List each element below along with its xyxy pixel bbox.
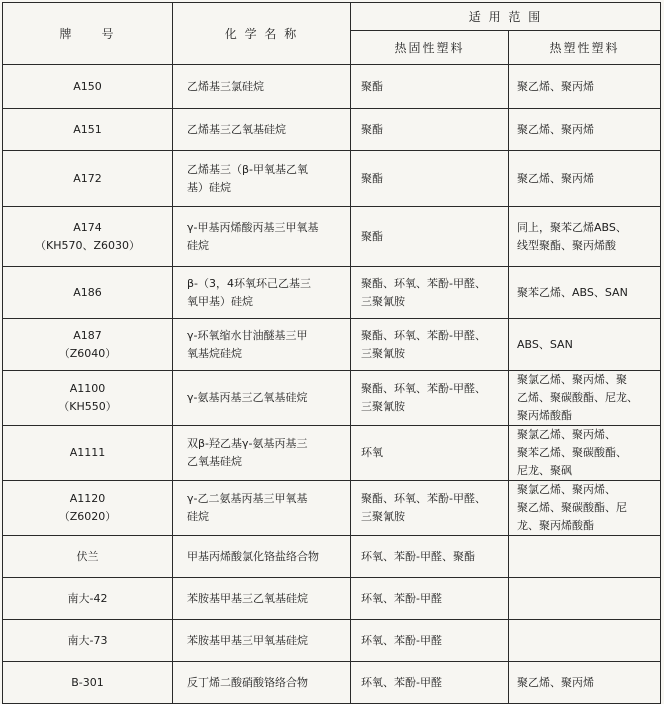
cell-text: A172 xyxy=(73,171,102,185)
table-row xyxy=(3,536,661,578)
thermoset-cell xyxy=(351,371,509,426)
grade-cell xyxy=(3,620,173,662)
thermoset-cell xyxy=(351,65,509,109)
cell-text: 三聚氰胺 xyxy=(361,294,405,308)
thermoset-cell xyxy=(351,151,509,207)
header-thermoplastic: 热塑性塑料 xyxy=(509,31,661,65)
thermoset-cell xyxy=(351,536,509,578)
cell-text: 聚酯、环氧、苯酚-甲醛、 xyxy=(361,328,486,342)
chemical-name-cell xyxy=(173,267,351,319)
cell-text: （KH550） xyxy=(58,400,117,413)
cell-text: 苯胺基甲基三甲氧基硅烷 xyxy=(187,633,308,647)
table-row xyxy=(3,109,661,151)
chemical-name-cell xyxy=(173,426,351,481)
cell-text: （Z6040） xyxy=(58,346,117,360)
cell-text: 乙烯基三乙氧基硅烷 xyxy=(187,122,286,136)
cell-text: 线型聚酯、聚丙烯酸 xyxy=(517,238,616,252)
chemical-name-cell xyxy=(173,662,351,704)
cell-text: 聚乙烯、聚丙烯 xyxy=(517,171,594,185)
grade-cell xyxy=(3,426,173,481)
thermoset-cell xyxy=(351,319,509,371)
grade-cell xyxy=(3,662,173,704)
cell-text: 硅烷 xyxy=(187,238,209,252)
cell-text: 环氧、苯酚-甲醛 xyxy=(361,675,442,689)
chemical-name-cell xyxy=(173,65,351,109)
grade-cell xyxy=(3,319,173,371)
cell-text: 聚氯乙烯、聚丙烯、聚 xyxy=(517,373,627,386)
table-row xyxy=(3,319,661,371)
table-row xyxy=(3,267,661,319)
chemical-name-cell xyxy=(173,578,351,620)
cell-text: 同上，聚苯乙烯ABS、 xyxy=(517,220,627,234)
table-row xyxy=(3,578,661,620)
cell-text: β-（3，4环氧环己乙基三 xyxy=(187,276,311,290)
table-row xyxy=(3,65,661,109)
chemical-name-cell xyxy=(173,371,351,426)
grade-cell xyxy=(3,109,173,151)
cell-text: 反丁烯二酸硝酸铬络合物 xyxy=(187,675,308,689)
cell-text: 乙烯基三（β-甲氧基乙氧 xyxy=(187,162,308,176)
thermoplastic-cell xyxy=(509,662,661,704)
thermoplastic-cell xyxy=(509,371,661,426)
table-row xyxy=(3,207,661,267)
cell-text: 聚苯乙烯、ABS、SAN xyxy=(517,285,628,299)
thermoset-cell xyxy=(351,662,509,704)
grade-cell xyxy=(3,481,173,536)
cell-text: 聚酯 xyxy=(361,79,383,93)
cell-text: 尼龙、聚砜 xyxy=(517,464,572,477)
cell-text: 聚氯乙烯、聚丙烯、 xyxy=(517,483,616,496)
thermoplastic-cell xyxy=(509,536,661,578)
cell-text: （Z6020） xyxy=(58,510,117,523)
cell-text: 环氧 xyxy=(361,446,383,459)
cell-text: A151 xyxy=(73,122,102,136)
cell-text: 聚乙烯、聚碳酸酯、尼 xyxy=(517,501,627,514)
cell-text: 环氧、苯酚-甲醛 xyxy=(361,633,442,647)
grade-cell xyxy=(3,371,173,426)
grade-cell xyxy=(3,65,173,109)
grade-cell xyxy=(3,207,173,267)
thermoset-cell xyxy=(351,207,509,267)
cell-text: 聚酯 xyxy=(361,229,383,243)
cell-text: A174 xyxy=(73,220,102,234)
cell-text: γ-环氧缩水甘油醚基三甲 xyxy=(187,328,308,342)
cell-text: γ-甲基丙烯酸丙基三甲氧基 xyxy=(187,220,319,234)
cell-text: 聚酯、环氧、苯酚-甲醛、 xyxy=(361,382,486,395)
cell-text: 氧甲基）硅烷 xyxy=(187,294,253,308)
table-row xyxy=(3,371,661,426)
silane-coupling-agent-table xyxy=(2,2,661,704)
thermoplastic-cell xyxy=(509,109,661,151)
chemical-name-cell xyxy=(173,151,351,207)
thermoplastic-cell xyxy=(509,319,661,371)
thermoplastic-cell xyxy=(509,620,661,662)
cell-text: ABS、SAN xyxy=(517,337,573,351)
thermoplastic-cell xyxy=(509,578,661,620)
cell-text: A187 xyxy=(73,328,102,342)
chemical-name-cell xyxy=(173,536,351,578)
cell-text: γ-乙二氨基丙基三甲氧基 xyxy=(187,492,308,505)
thermoplastic-cell xyxy=(509,65,661,109)
header-scope: 适 用 范 围 xyxy=(351,3,661,31)
cell-text: A1120 xyxy=(69,492,106,505)
header-grade: 牌 号 xyxy=(3,3,173,65)
chemical-name-cell xyxy=(173,319,351,371)
cell-text: A150 xyxy=(73,79,102,93)
cell-text: 环氧、苯酚-甲醛、聚酯 xyxy=(361,549,475,563)
cell-text: 硅烷 xyxy=(187,510,209,523)
cell-text: 环氧、苯酚-甲醛 xyxy=(361,591,442,605)
cell-text: 伏兰 xyxy=(76,549,99,563)
cell-text: γ-氨基丙基三乙氧基硅烷 xyxy=(187,391,308,404)
cell-text: 南大-73 xyxy=(67,633,108,647)
cell-text: 聚乙烯、聚丙烯 xyxy=(517,79,594,93)
cell-text: 聚酯 xyxy=(361,122,383,136)
thermoset-cell xyxy=(351,109,509,151)
cell-text: 聚酯、环氧、苯酚-甲醛、 xyxy=(361,492,486,505)
thermoset-cell xyxy=(351,578,509,620)
cell-text: 聚酯、环氧、苯酚-甲醛、 xyxy=(361,276,486,290)
header-chemical-name: 化 学 名 称 xyxy=(173,3,351,65)
cell-text: 聚氯乙烯、聚丙烯、 xyxy=(517,428,616,441)
cell-text: 氧基烷硅烷 xyxy=(187,346,242,360)
cell-text: 三聚氰胺 xyxy=(361,400,405,413)
cell-text: 聚乙烯、聚丙烯 xyxy=(517,122,594,136)
cell-text: 聚苯乙烯、聚碳酸酯、 xyxy=(517,446,627,459)
table-row xyxy=(3,426,661,481)
table-row xyxy=(3,620,661,662)
thermoplastic-cell xyxy=(509,481,661,536)
cell-text: 甲基丙烯酸氯化铬盐络合物 xyxy=(187,549,319,563)
cell-text: 乙氧基硅烷 xyxy=(187,455,242,468)
cell-text: B-301 xyxy=(71,675,104,689)
cell-text: 聚丙烯酸酯 xyxy=(517,409,572,422)
cell-text: 苯胺基甲基三乙氧基硅烷 xyxy=(187,591,308,605)
chemical-name-cell xyxy=(173,481,351,536)
cell-text: 乙烯基三氯硅烷 xyxy=(187,79,264,93)
grade-cell xyxy=(3,151,173,207)
table-row xyxy=(3,151,661,207)
chemical-name-cell xyxy=(173,207,351,267)
cell-text: A186 xyxy=(73,285,102,299)
thermoplastic-cell xyxy=(509,207,661,267)
cell-text: 基）硅烷 xyxy=(187,180,231,194)
grade-cell xyxy=(3,578,173,620)
table-row xyxy=(3,662,661,704)
chemical-name-cell xyxy=(173,109,351,151)
cell-text: 双β-羟乙基γ-氨基丙基三 xyxy=(187,437,308,450)
cell-text: （KH570、Z6030） xyxy=(34,238,140,252)
thermoplastic-cell xyxy=(509,267,661,319)
thermoset-cell xyxy=(351,481,509,536)
header-thermoset: 热固性塑料 xyxy=(351,31,509,65)
chemical-name-cell xyxy=(173,620,351,662)
cell-text: 聚乙烯、聚丙烯 xyxy=(517,675,594,689)
table-row xyxy=(3,481,661,536)
cell-text: A1111 xyxy=(69,446,106,459)
cell-text: 龙、聚丙烯酸酯 xyxy=(517,519,594,532)
cell-text: 聚酯 xyxy=(361,171,383,185)
cell-text: 南大-42 xyxy=(67,591,108,605)
grade-cell xyxy=(3,536,173,578)
cell-text: 三聚氰胺 xyxy=(361,510,405,523)
cell-text: A1100 xyxy=(69,382,106,395)
cell-text: 三聚氰胺 xyxy=(361,346,405,360)
thermoset-cell xyxy=(351,267,509,319)
thermoset-cell xyxy=(351,620,509,662)
thermoplastic-cell xyxy=(509,426,661,481)
grade-cell xyxy=(3,267,173,319)
thermoplastic-cell xyxy=(509,151,661,207)
cell-text: 乙烯、聚碳酸酯、尼龙、 xyxy=(517,391,638,404)
thermoset-cell xyxy=(351,426,509,481)
